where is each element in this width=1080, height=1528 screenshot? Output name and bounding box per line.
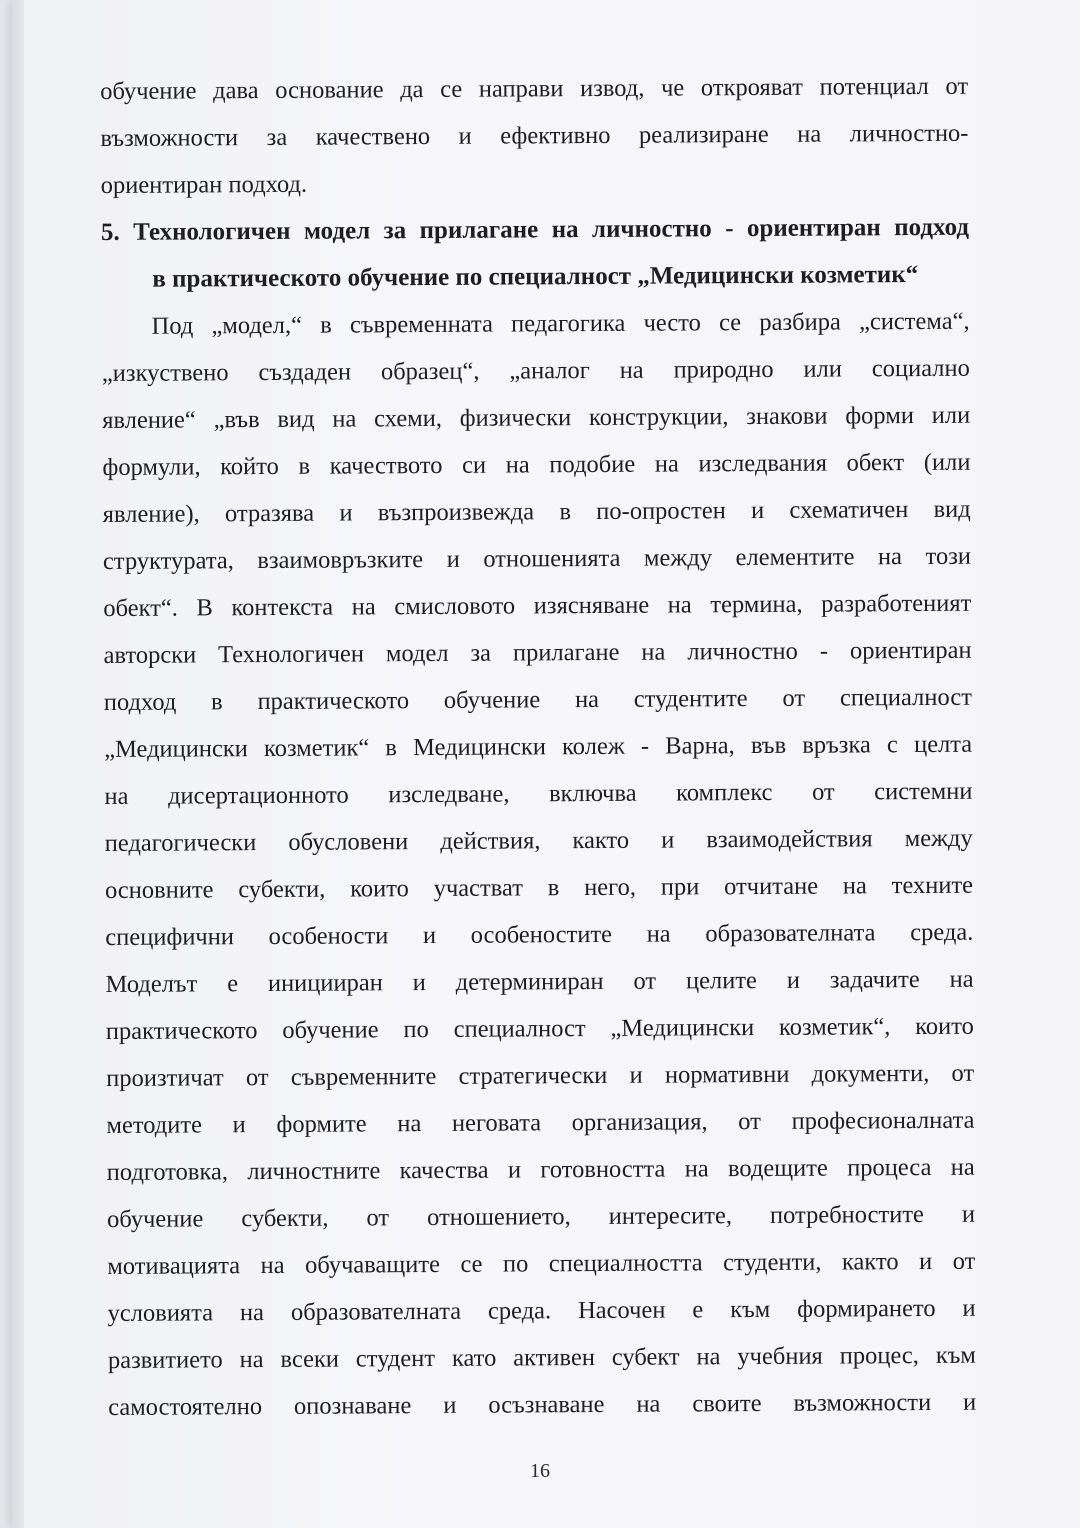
section-heading: 5. Технологичен модел за прилагане на личностно - ориентиран подход: [100, 213, 970, 246]
paragraph-line: подготовка, личностните качества и готовността на водещите процеса на: [106, 1153, 975, 1186]
paragraph-line: обучение дава основание да се направи извод, че открояват потенциал от: [100, 72, 969, 105]
page-number: 16: [530, 1460, 550, 1482]
paragraph-line: „изкуствено създаден образец“, „аналог на природно или социално: [101, 354, 970, 387]
paragraph-line: формули, който в качеството си на подобие на изследвания обект (или: [102, 448, 971, 481]
paragraph-line: произтичат от съвременните стратегически и нормативни документи, от: [106, 1059, 975, 1092]
paragraph-line: явление“ „във вид на схеми, физически конструкции, знакови форми или: [102, 401, 971, 434]
paragraph-line: обучение субекти, от отношението, интересите, потребностите и: [106, 1200, 976, 1233]
paragraph-line: практическото обучение по специалност „Медицински козметик“, които: [105, 1012, 974, 1045]
section-heading: в практическото обучение по специалност „Медицински козметик“: [152, 261, 919, 293]
paragraph-line: авторски Технологичен модел за прилагане на личностно - ориентиран: [103, 636, 972, 669]
paragraph-line: възможности за качествено и ефективно реализиране на личностно-: [100, 119, 969, 152]
paragraph-line: явление), отразява и възпроизвежда в по-опростен и схематичен вид: [102, 495, 971, 528]
paragraph-line: на дисертационното изследване, включва комплекс от системни: [104, 777, 973, 810]
paragraph-line: подход в практическото обучение на студентите от специалност: [103, 683, 972, 716]
paragraph-line: основните субекти, които участват в него, при отчитане на техните: [104, 871, 974, 904]
paragraph-line: специфични особености и особеностите на образователната среда.: [105, 918, 974, 951]
paragraph-line: ориентиран подход.: [100, 170, 308, 199]
document-body: [100, 63, 976, 1431]
page-edge: [12, 0, 24, 1528]
paragraph-line: „Медицински козметик“ в Медицински колеж - Варна, във връзка с целта: [104, 730, 973, 763]
paragraph-line: условията на образователната среда. Насочен е към формирането и: [107, 1294, 976, 1327]
paragraph-line: методите и формите на неговата организация, от професионалната: [106, 1106, 975, 1139]
paragraph-line: самостоятелно опознаване и осъзнаване на своите възможности и: [108, 1388, 977, 1421]
paragraph-line: Под „модел,“ в съвременната педагогика често се разбира „система“,: [151, 307, 970, 340]
paragraph-line: Моделът е иницииран и детерминиран от целите и задачите на: [105, 965, 974, 998]
paragraph-line: структурата, взаимовръзките и отношенията между елементите на този: [102, 542, 972, 575]
paragraph-line: развитието на всеки студент като активен субект на учебния процес, към: [107, 1341, 976, 1374]
paragraph-line: педагогически обусловени действия, както и взаимодействия между: [104, 824, 973, 857]
paragraph-line: обект“. В контекста на смисловото изясняване на термина, разработеният: [103, 589, 972, 622]
paragraph-line: мотивацията на обучаващите се по специалността студенти, както и от: [107, 1247, 976, 1280]
